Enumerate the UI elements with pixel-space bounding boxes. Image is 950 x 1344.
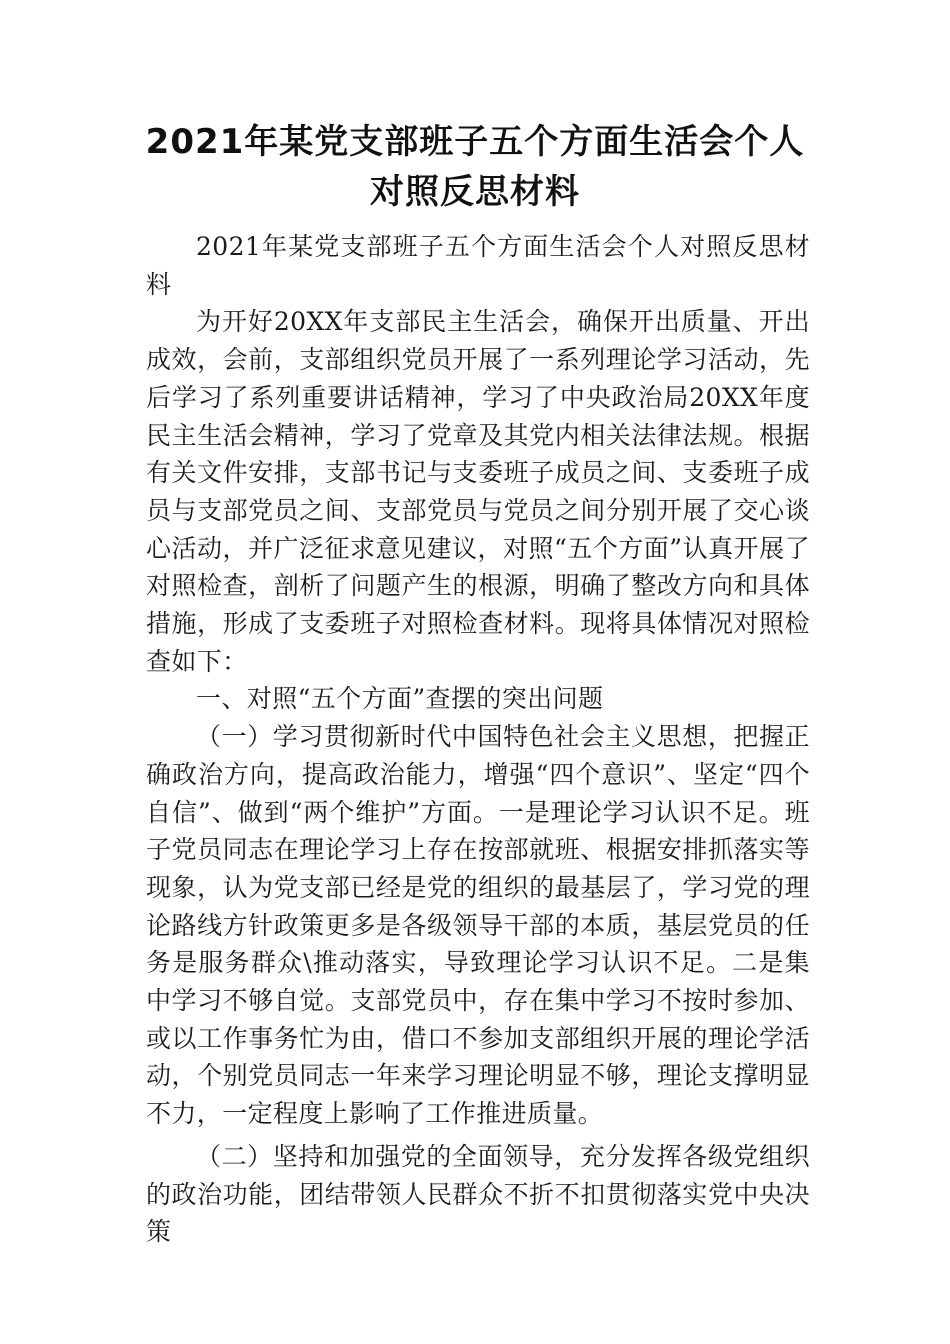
document-body bbox=[146, 228, 810, 1251]
paragraph-intro: 为开好20XX年支部民主生活会，确保开出质量、开出成效，会前，支部组织党员开展了一系列理论学习活动，先后学习了系列重要讲话精神，学习了中央政治局20XX年度民主生活会精神，学习了党章及其党内相关法律法规。根据有关文件安排，支部书记与支委班子成员之间、支委班子成员与支部党员之间、支部党员与党员之间分别开展了交心谈心活动，并广泛征求意见建议，对照“五个方面”认真开展了对照检查，剖析了问题产生的根源，明确了整改方向和具体措施，形成了支委班子对照检查材料。现将具体情况对照检查如下： bbox=[146, 307, 810, 676]
paragraph-item-2: （二）坚持和加强党的全面领导，充分发挥各级党组织的政治功能，团结带领人民群众不折不扣贯彻落实党中央决策 bbox=[146, 1141, 810, 1247]
paragraph-item-1: （一）学习贯彻新时代中国特色社会主义思想，把握正确政治方向，提高政治能力，增强“四个意识”、坚定“四个自信”、做到“两个维护”方面。一是理论学习认识不足。班子党员同志在理论学习上存在按部就班、根据安排抓落实等现象，认为党支部已经是党的组织的最基层了，学习党的理论路线方针政策更多是各级领导干部的本质，基层党员的任务是服务群众\推动落实，导致理论学习认识不足。二是集中学习不够自觉。支部党员中，存在集中学习不按时参加、或以工作事务忙为由，借口不参加支部组织开展的理论学活动，个别党员同志一年来学习理论明显不够，理论支撑明显不力，一定程度上影响了工作推进质量。 bbox=[146, 722, 810, 1129]
paragraph-subtitle: 2021年某党支部班子五个方面生活会个人对照反思材料 bbox=[146, 232, 810, 299]
document-title: 2021年某党支部班子五个方面生活会个人对照反思材料 bbox=[145, 122, 805, 212]
section-heading: 一、对照“五个方面”查摆的突出问题 bbox=[196, 684, 604, 714]
